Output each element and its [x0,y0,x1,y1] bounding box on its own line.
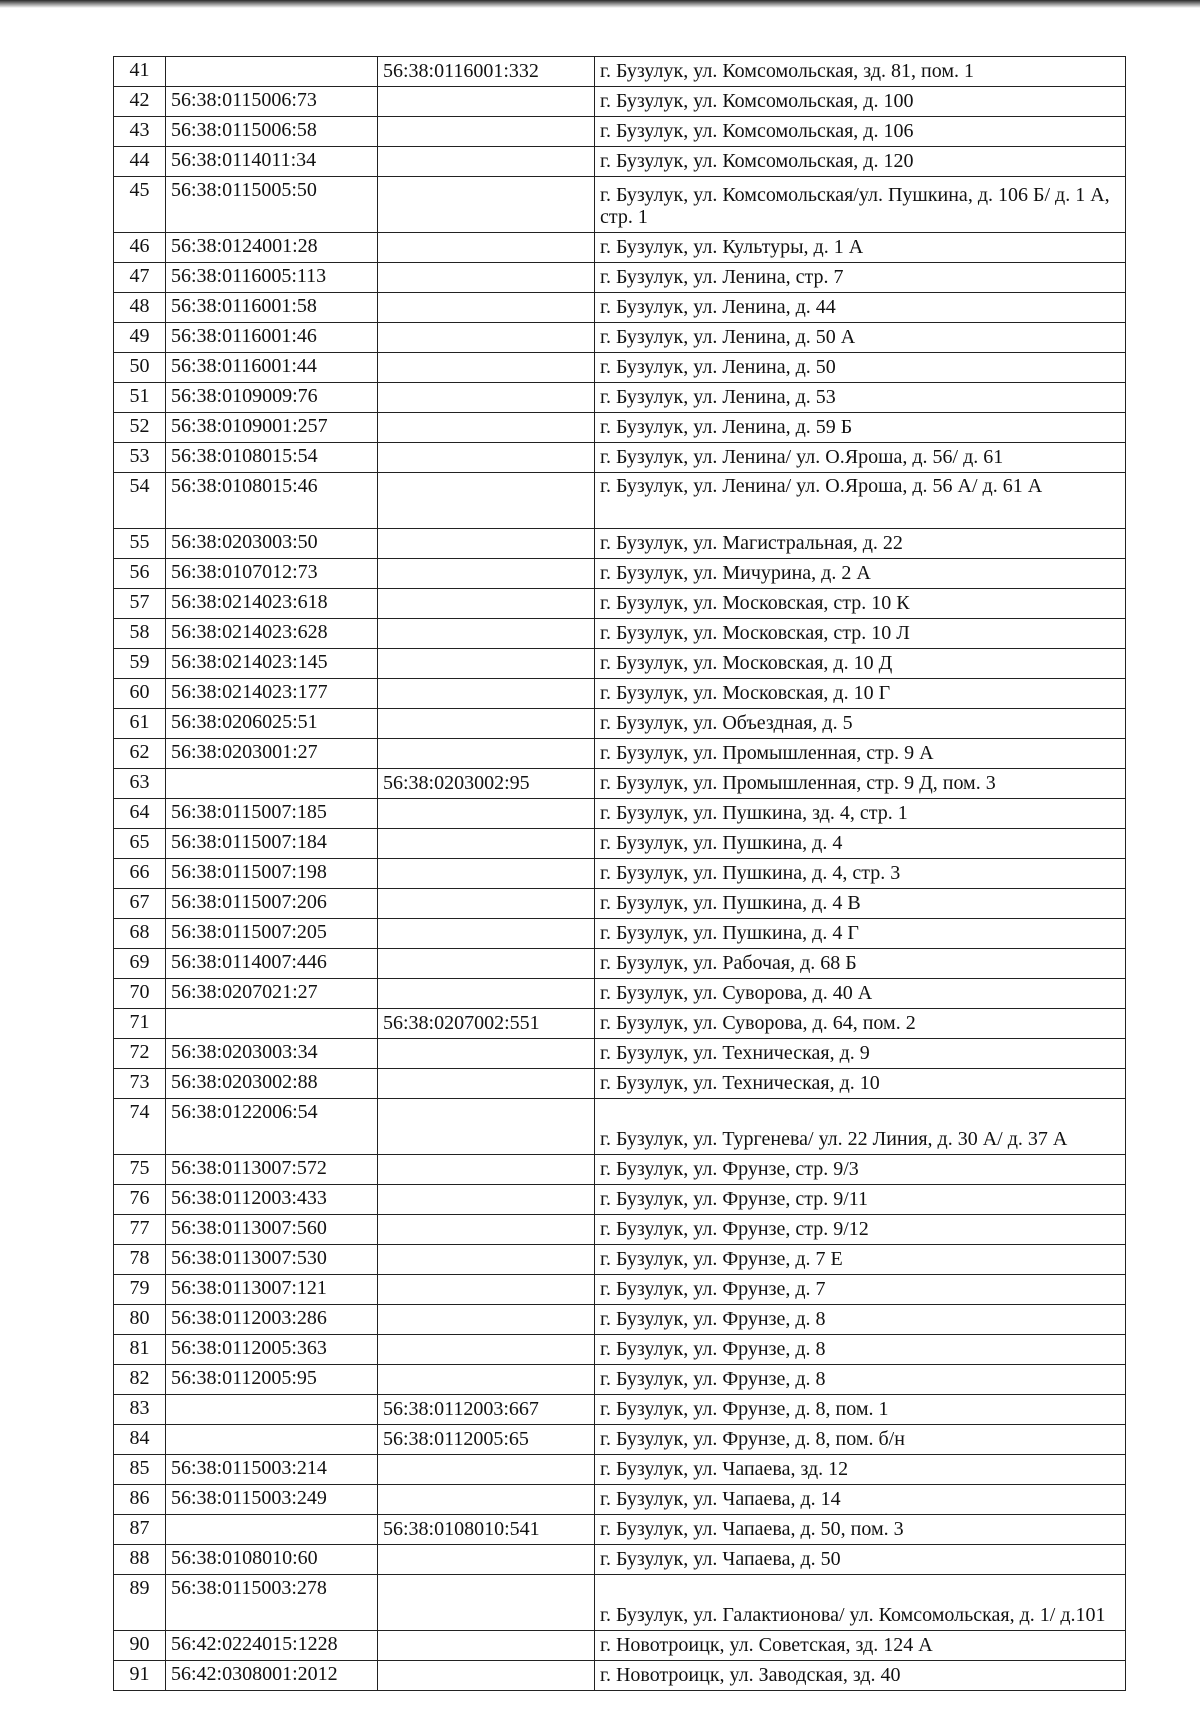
table-row [114,949,1126,979]
address-cell: г. Бузулук, ул. Московская, д. 10 Г [595,679,1126,709]
address-cell: г. Бузулук, ул. Пушкина, д. 4 Г [595,919,1126,949]
room-cadastral-cell [378,1215,595,1245]
building-cadastral-cell: 56:38:0115003:249 [166,1485,378,1515]
room-cadastral-cell [378,263,595,293]
address-cell: г. Бузулук, ул. Комсомольская, д. 106 [595,117,1126,147]
row-number-cell: 52 [114,413,166,443]
row-number-cell: 60 [114,679,166,709]
table-row [114,889,1126,919]
room-cadastral-cell [378,443,595,473]
address-cell: г. Бузулук, ул. Комсомольская, зд. 81, пом. 1 [595,57,1126,87]
address-cell: г. Бузулук, ул. Ленина, д. 59 Б [595,413,1126,443]
table-row [114,709,1126,739]
table-row [114,1661,1126,1691]
room-cadastral-cell [378,413,595,443]
row-number-cell: 62 [114,739,166,769]
scan-top-edge [0,0,1200,8]
address-cell: г. Бузулук, ул. Комсомольская, д. 100 [595,87,1126,117]
row-number-cell: 63 [114,769,166,799]
row-number-cell: 64 [114,799,166,829]
address-cell: г. Бузулук, ул. Ленина, д. 44 [595,293,1126,323]
address-cell: г. Бузулук, ул. Рабочая, д. 68 Б [595,949,1126,979]
building-cadastral-cell: 56:38:0203003:34 [166,1039,378,1069]
address-cell: г. Бузулук, ул. Пушкина, д. 4 [595,829,1126,859]
row-number-cell: 81 [114,1335,166,1365]
room-cadastral-cell [378,1245,595,1275]
row-number-cell: 82 [114,1365,166,1395]
room-cadastral-cell [378,1155,595,1185]
building-cadastral-cell [166,769,378,799]
building-cadastral-cell: 56:38:0214023:177 [166,679,378,709]
building-cadastral-cell: 56:38:0109001:257 [166,413,378,443]
row-number-cell: 54 [114,473,166,529]
address-cell: г. Бузулук, ул. Галактионова/ ул. Комсомольская, д. 1/ д.101 [595,1575,1126,1631]
address-cell: г. Бузулук, ул. Ленина/ ул. О.Яроша, д. 56/ д. 61 [595,443,1126,473]
room-cadastral-cell [378,979,595,1009]
table-row [114,829,1126,859]
building-cadastral-cell: 56:38:0203002:88 [166,1069,378,1099]
building-cadastral-cell: 56:38:0124001:28 [166,233,378,263]
row-number-cell: 57 [114,589,166,619]
building-cadastral-cell [166,1515,378,1545]
building-cadastral-cell: 56:38:0107012:73 [166,559,378,589]
room-cadastral-cell [378,1365,595,1395]
table-row [114,1009,1126,1039]
building-cadastral-cell: 56:38:0115003:214 [166,1455,378,1485]
address-cell: г. Бузулук, ул. Комсомольская/ул. Пушкина, д. 106 Б/ д. 1 А, стр. 1 [595,177,1126,233]
table-row [114,353,1126,383]
table-row [114,679,1126,709]
building-cadastral-cell: 56:38:0116005:113 [166,263,378,293]
room-cadastral-cell [378,1575,595,1631]
row-number-cell: 75 [114,1155,166,1185]
room-cadastral-cell: 56:38:0207002:551 [378,1009,595,1039]
row-number-cell: 73 [114,1069,166,1099]
address-cell: г. Бузулук, ул. Фрунзе, д. 8 [595,1305,1126,1335]
table-row [114,619,1126,649]
row-number-cell: 87 [114,1515,166,1545]
table-row [114,1335,1126,1365]
table-row [114,739,1126,769]
row-number-cell: 68 [114,919,166,949]
row-number-cell: 74 [114,1099,166,1155]
address-cell: г. Бузулук, ул. Ленина/ ул. О.Яроша, д. 56 А/ д. 61 А [595,473,1126,529]
table-row [114,1365,1126,1395]
table-row [114,233,1126,263]
row-number-cell: 66 [114,859,166,889]
building-cadastral-cell: 56:38:0115006:58 [166,117,378,147]
room-cadastral-cell: 56:38:0116001:332 [378,57,595,87]
room-cadastral-cell [378,589,595,619]
row-number-cell: 59 [114,649,166,679]
table-row [114,979,1126,1009]
row-number-cell: 49 [114,323,166,353]
building-cadastral-cell: 56:38:0214023:145 [166,649,378,679]
room-cadastral-cell [378,529,595,559]
table-row [114,1545,1126,1575]
table-row [114,589,1126,619]
row-number-cell: 69 [114,949,166,979]
room-cadastral-cell [378,1039,595,1069]
room-cadastral-cell: 56:38:0112005:65 [378,1425,595,1455]
room-cadastral-cell [378,1305,595,1335]
table-row [114,443,1126,473]
address-cell: г. Бузулук, ул. Суворова, д. 64, пом. 2 [595,1009,1126,1039]
building-cadastral-cell: 56:42:0224015:1228 [166,1631,378,1661]
row-number-cell: 51 [114,383,166,413]
address-cell: г. Новотроицк, ул. Заводская, зд. 40 [595,1661,1126,1691]
row-number-cell: 43 [114,117,166,147]
row-number-cell: 90 [114,1631,166,1661]
building-cadastral-cell: 56:38:0115007:198 [166,859,378,889]
registry-table [113,56,1126,1691]
table-row [114,1275,1126,1305]
row-number-cell: 80 [114,1305,166,1335]
room-cadastral-cell [378,323,595,353]
row-number-cell: 70 [114,979,166,1009]
address-cell: г. Бузулук, ул. Чапаева, д. 14 [595,1485,1126,1515]
room-cadastral-cell [378,559,595,589]
table-row [114,87,1126,117]
building-cadastral-cell: 56:38:0116001:44 [166,353,378,383]
table-row [114,1631,1126,1661]
table-row [114,177,1126,233]
building-cadastral-cell: 56:38:0109009:76 [166,383,378,413]
table-row [114,1515,1126,1545]
building-cadastral-cell: 56:38:0113007:121 [166,1275,378,1305]
room-cadastral-cell [378,293,595,323]
address-cell: г. Бузулук, ул. Московская, стр. 10 Л [595,619,1126,649]
address-cell: г. Бузулук, ул. Фрунзе, д. 7 Е [595,1245,1126,1275]
row-number-cell: 86 [114,1485,166,1515]
building-cadastral-cell: 56:38:0116001:58 [166,293,378,323]
table-row [114,1245,1126,1275]
room-cadastral-cell [378,649,595,679]
row-number-cell: 42 [114,87,166,117]
address-cell: г. Бузулук, ул. Фрунзе, д. 8 [595,1335,1126,1365]
building-cadastral-cell [166,57,378,87]
row-number-cell: 50 [114,353,166,383]
row-number-cell: 47 [114,263,166,293]
building-cadastral-cell [166,1425,378,1455]
row-number-cell: 41 [114,57,166,87]
room-cadastral-cell [378,147,595,177]
table-row [114,1455,1126,1485]
room-cadastral-cell [378,709,595,739]
row-number-cell: 72 [114,1039,166,1069]
table-row [114,1069,1126,1099]
room-cadastral-cell [378,889,595,919]
room-cadastral-cell [378,1661,595,1691]
row-number-cell: 55 [114,529,166,559]
address-cell: г. Бузулук, ул. Ленина, стр. 7 [595,263,1126,293]
room-cadastral-cell [378,919,595,949]
room-cadastral-cell [378,383,595,413]
address-cell: г. Бузулук, ул. Фрунзе, стр. 9/11 [595,1185,1126,1215]
address-cell: г. Бузулук, ул. Суворова, д. 40 А [595,979,1126,1009]
room-cadastral-cell: 56:38:0203002:95 [378,769,595,799]
building-cadastral-cell: 56:38:0115007:206 [166,889,378,919]
address-cell: г. Бузулук, ул. Фрунзе, д. 7 [595,1275,1126,1305]
room-cadastral-cell [378,353,595,383]
table-row [114,769,1126,799]
table-row [114,383,1126,413]
address-cell: г. Бузулук, ул. Пушкина, д. 4, стр. 3 [595,859,1126,889]
row-number-cell: 67 [114,889,166,919]
address-cell: г. Бузулук, ул. Чапаева, д. 50, пом. 3 [595,1515,1126,1545]
building-cadastral-cell: 56:38:0203003:50 [166,529,378,559]
building-cadastral-cell: 56:38:0214023:628 [166,619,378,649]
table-row [114,293,1126,323]
building-cadastral-cell [166,1395,378,1425]
building-cadastral-cell: 56:38:0112003:286 [166,1305,378,1335]
row-number-cell: 45 [114,177,166,233]
table-row [114,57,1126,87]
address-cell: г. Бузулук, ул. Ленина, д. 50 [595,353,1126,383]
address-cell: г. Бузулук, ул. Мичурина, д. 2 А [595,559,1126,589]
room-cadastral-cell [378,1275,595,1305]
building-cadastral-cell: 56:38:0115005:50 [166,177,378,233]
building-cadastral-cell: 56:38:0112005:363 [166,1335,378,1365]
room-cadastral-cell [378,1631,595,1661]
row-number-cell: 77 [114,1215,166,1245]
address-cell: г. Бузулук, ул. Фрунзе, д. 8 [595,1365,1126,1395]
table-row [114,1395,1126,1425]
address-cell: г. Бузулук, ул. Фрунзе, стр. 9/3 [595,1155,1126,1185]
table-row [114,413,1126,443]
row-number-cell: 89 [114,1575,166,1631]
building-cadastral-cell: 56:38:0112005:95 [166,1365,378,1395]
address-cell: г. Бузулук, ул. Техническая, д. 9 [595,1039,1126,1069]
room-cadastral-cell [378,949,595,979]
address-cell: г. Бузулук, ул. Московская, д. 10 Д [595,649,1126,679]
table-row [114,263,1126,293]
room-cadastral-cell [378,1545,595,1575]
building-cadastral-cell: 56:38:0214023:618 [166,589,378,619]
table-row [114,1485,1126,1515]
room-cadastral-cell [378,473,595,529]
building-cadastral-cell: 56:38:0108010:60 [166,1545,378,1575]
room-cadastral-cell: 56:38:0112003:667 [378,1395,595,1425]
table-row [114,799,1126,829]
building-cadastral-cell: 56:38:0203001:27 [166,739,378,769]
building-cadastral-cell: 56:38:0113007:530 [166,1245,378,1275]
row-number-cell: 56 [114,559,166,589]
row-number-cell: 53 [114,443,166,473]
building-cadastral-cell: 56:38:0115007:185 [166,799,378,829]
table-row [114,1575,1126,1631]
address-cell: г. Бузулук, ул. Фрунзе, д. 8, пом. б/н [595,1425,1126,1455]
table-row [114,919,1126,949]
table-row [114,323,1126,353]
address-cell: г. Бузулук, ул. Объездная, д. 5 [595,709,1126,739]
building-cadastral-cell: 56:38:0206025:51 [166,709,378,739]
room-cadastral-cell [378,177,595,233]
room-cadastral-cell [378,829,595,859]
table-row [114,117,1126,147]
room-cadastral-cell [378,117,595,147]
row-number-cell: 65 [114,829,166,859]
building-cadastral-cell [166,1009,378,1039]
building-cadastral-cell: 56:38:0113007:572 [166,1155,378,1185]
building-cadastral-cell: 56:38:0115003:278 [166,1575,378,1631]
table-row [114,1215,1126,1245]
row-number-cell: 78 [114,1245,166,1275]
row-number-cell: 85 [114,1455,166,1485]
table-row [114,1039,1126,1069]
room-cadastral-cell [378,679,595,709]
table-row [114,1305,1126,1335]
building-cadastral-cell: 56:38:0112003:433 [166,1185,378,1215]
row-number-cell: 88 [114,1545,166,1575]
address-cell: г. Бузулук, ул. Промышленная, стр. 9 Д, пом. 3 [595,769,1126,799]
row-number-cell: 44 [114,147,166,177]
room-cadastral-cell [378,739,595,769]
row-number-cell: 83 [114,1395,166,1425]
building-cadastral-cell: 56:38:0207021:27 [166,979,378,1009]
room-cadastral-cell [378,1455,595,1485]
room-cadastral-cell [378,619,595,649]
room-cadastral-cell [378,1099,595,1155]
room-cadastral-cell [378,233,595,263]
address-cell: г. Бузулук, ул. Московская, стр. 10 К [595,589,1126,619]
building-cadastral-cell: 56:38:0115006:73 [166,87,378,117]
building-cadastral-cell: 56:38:0114007:446 [166,949,378,979]
table-row [114,649,1126,679]
building-cadastral-cell: 56:38:0116001:46 [166,323,378,353]
address-cell: г. Бузулук, ул. Техническая, д. 10 [595,1069,1126,1099]
row-number-cell: 48 [114,293,166,323]
table-row [114,529,1126,559]
room-cadastral-cell [378,1485,595,1515]
table-row [114,147,1126,177]
building-cadastral-cell: 56:38:0122006:54 [166,1099,378,1155]
building-cadastral-cell: 56:38:0113007:560 [166,1215,378,1245]
room-cadastral-cell [378,1335,595,1365]
table-row [114,1099,1126,1155]
row-number-cell: 58 [114,619,166,649]
row-number-cell: 71 [114,1009,166,1039]
row-number-cell: 91 [114,1661,166,1691]
row-number-cell: 84 [114,1425,166,1455]
building-cadastral-cell: 56:38:0108015:46 [166,473,378,529]
address-cell: г. Бузулук, ул. Фрунзе, стр. 9/12 [595,1215,1126,1245]
building-cadastral-cell: 56:38:0115007:205 [166,919,378,949]
row-number-cell: 61 [114,709,166,739]
address-cell: г. Бузулук, ул. Промышленная, стр. 9 А [595,739,1126,769]
table-row [114,859,1126,889]
room-cadastral-cell [378,799,595,829]
address-cell: г. Бузулук, ул. Культуры, д. 1 А [595,233,1126,263]
room-cadastral-cell [378,1185,595,1215]
address-cell: г. Бузулук, ул. Тургенева/ ул. 22 Линия, д. 30 А/ д. 37 А [595,1099,1126,1155]
address-cell: г. Бузулук, ул. Ленина, д. 53 [595,383,1126,413]
address-cell: г. Бузулук, ул. Фрунзе, д. 8, пом. 1 [595,1395,1126,1425]
row-number-cell: 76 [114,1185,166,1215]
table-body [114,57,1126,1691]
room-cadastral-cell: 56:38:0108010:541 [378,1515,595,1545]
table-row [114,1425,1126,1455]
room-cadastral-cell [378,1069,595,1099]
building-cadastral-cell: 56:38:0114011:34 [166,147,378,177]
building-cadastral-cell: 56:42:0308001:2012 [166,1661,378,1691]
address-cell: г. Бузулук, ул. Комсомольская, д. 120 [595,147,1126,177]
address-cell: г. Бузулук, ул. Чапаева, зд. 12 [595,1455,1126,1485]
row-number-cell: 46 [114,233,166,263]
table-row [114,1185,1126,1215]
room-cadastral-cell [378,859,595,889]
table-row [114,559,1126,589]
row-number-cell: 79 [114,1275,166,1305]
room-cadastral-cell [378,87,595,117]
address-cell: г. Новотроицк, ул. Советская, зд. 124 А [595,1631,1126,1661]
address-cell: г. Бузулук, ул. Ленина, д. 50 А [595,323,1126,353]
address-cell: г. Бузулук, ул. Пушкина, д. 4 В [595,889,1126,919]
table-row [114,1155,1126,1185]
address-cell: г. Бузулук, ул. Пушкина, зд. 4, стр. 1 [595,799,1126,829]
address-cell: г. Бузулук, ул. Чапаева, д. 50 [595,1545,1126,1575]
building-cadastral-cell: 56:38:0108015:54 [166,443,378,473]
address-cell: г. Бузулук, ул. Магистральная, д. 22 [595,529,1126,559]
building-cadastral-cell: 56:38:0115007:184 [166,829,378,859]
table-row [114,473,1126,529]
